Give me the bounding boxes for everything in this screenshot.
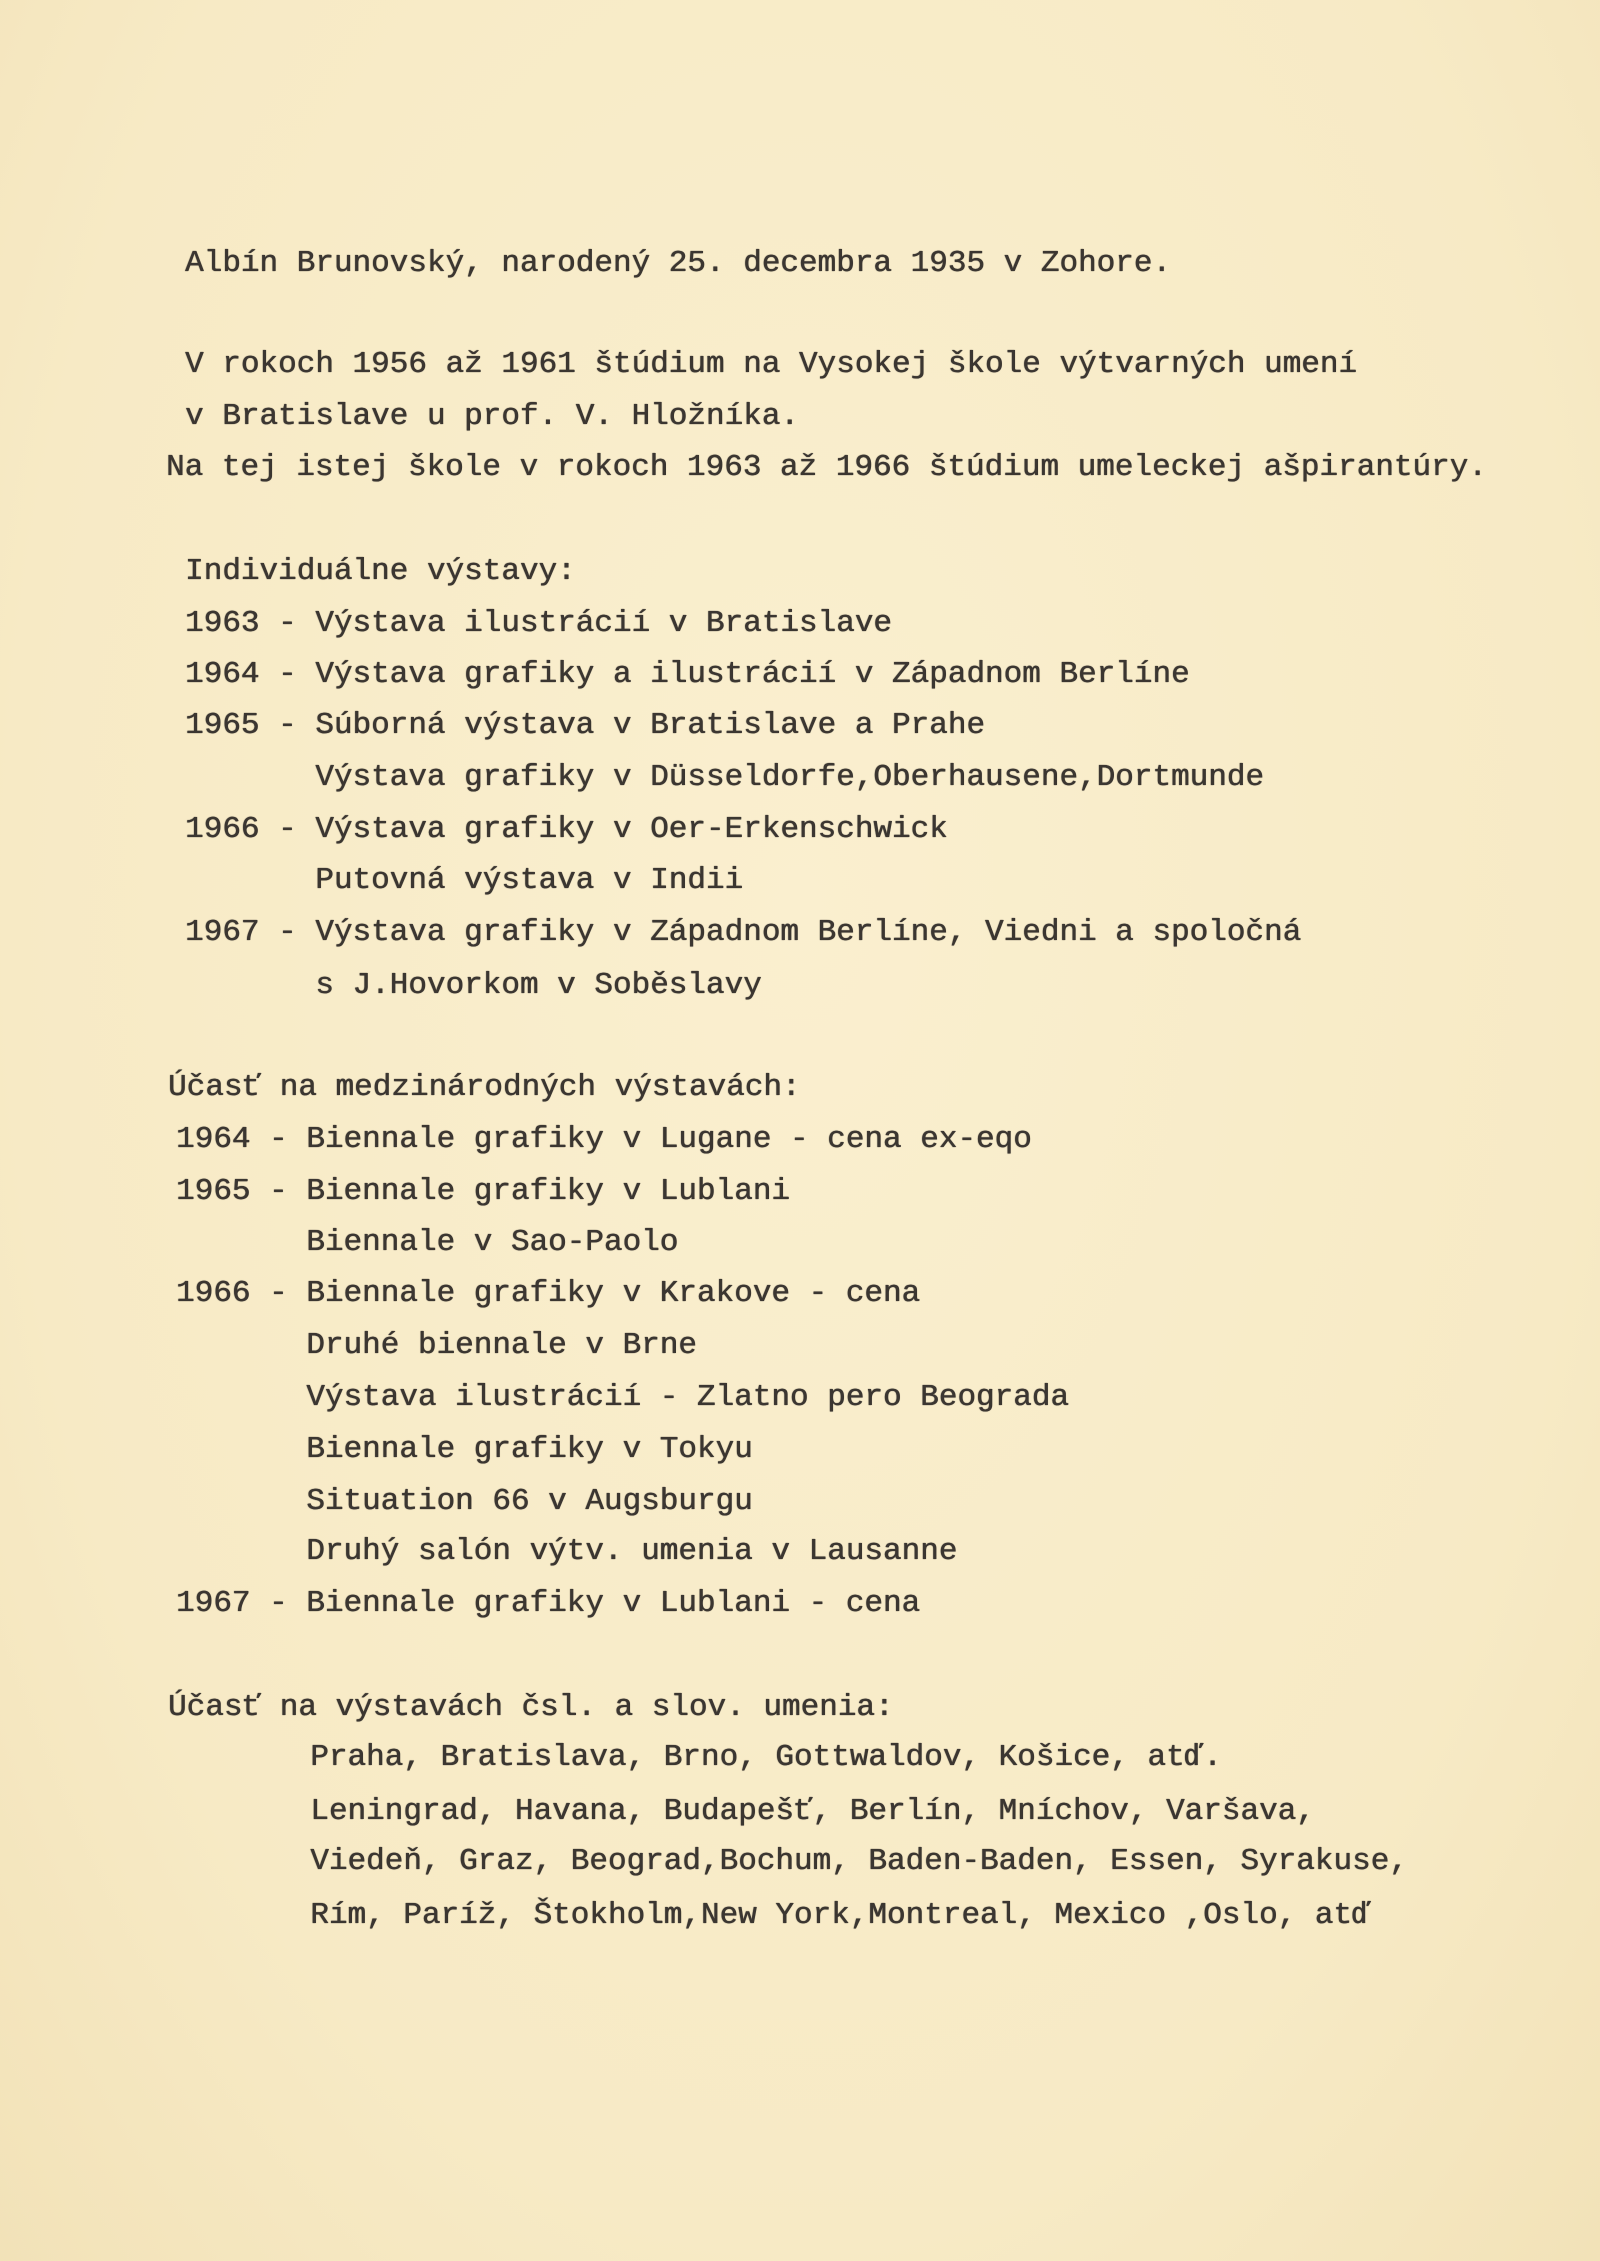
item-text: Viedeň, Graz, Beograd,Bochum, Baden-Baden, Essen, Syrakuse,: [310, 1844, 1408, 1879]
individual-heading: Individuálne výstavy:: [185, 554, 576, 589]
list-item: [185, 706, 985, 746]
item-text: Situation 66 v Augsburgu: [306, 1484, 753, 1519]
list-item: [185, 913, 1301, 953]
item-text: s J.Hovorkom v Soběslavy: [315, 968, 762, 1003]
item-year: 1964 -: [185, 657, 297, 692]
item-text: Biennale grafiky v Lugane - cena ex-eqo: [306, 1122, 1032, 1157]
item-text: Biennale grafiky v Lublani - cena: [306, 1586, 921, 1621]
list-item: [176, 1584, 920, 1624]
item-year: 1966 -: [176, 1276, 288, 1311]
list-item: [180, 1738, 1222, 1778]
list-item: [185, 655, 1190, 695]
item-text: Súborná výstava v Bratislave a Prahe: [315, 708, 985, 743]
list-item: [180, 1842, 1408, 1882]
item-year: 1964 -: [176, 1122, 288, 1157]
study-line: v Bratislave u prof. V. Hložníka.: [185, 399, 799, 434]
list-item: [176, 1274, 920, 1314]
list-item: [176, 1172, 790, 1212]
item-text: Biennale v Sao-Paolo: [306, 1225, 679, 1260]
item-text: Výstava ilustrácií v Bratislave: [315, 606, 892, 641]
czsk-heading: Účasť na výstavách čsl. a slov. umenia:: [168, 1690, 894, 1725]
item-text: Biennale grafiky v Krakove - cena: [306, 1276, 921, 1311]
item-text: Praha, Bratislava, Brno, Gottwaldov, Košice, atď.: [310, 1740, 1222, 1775]
list-item: [176, 1223, 678, 1263]
item-year: 1963 -: [185, 606, 297, 641]
list-item: [185, 758, 1264, 798]
list-item: [176, 1532, 957, 1572]
item-year: 1965 -: [185, 708, 297, 743]
item-text: Biennale grafiky v Tokyu: [306, 1432, 753, 1467]
intro-line: Albín Brunovský, narodený 25. decembra 1935 v Zohore.: [185, 246, 1171, 281]
item-text: Druhý salón výtv. umenia v Lausanne: [306, 1534, 958, 1569]
list-item: [185, 966, 762, 1006]
item-year: 1967 -: [176, 1586, 288, 1621]
list-item: [180, 1896, 1371, 1936]
item-text: Druhé biennale v Brne: [306, 1328, 697, 1363]
list-item: [176, 1430, 753, 1470]
item-year: 1967 -: [185, 915, 297, 950]
list-item: [180, 1792, 1315, 1832]
item-text: Výstava grafiky v Západnom Berlíne, Viedni a spoločná: [315, 915, 1302, 950]
list-item: [185, 604, 892, 644]
item-year: 1966 -: [185, 812, 297, 847]
item-text: Výstava ilustrácií - Zlatno pero Beograda: [306, 1380, 1069, 1415]
list-item: [185, 810, 948, 850]
item-text: Biennale grafiky v Lublani: [306, 1174, 790, 1209]
item-text: Putovná výstava v Indii: [315, 863, 744, 898]
list-item: [176, 1120, 1032, 1160]
list-item: [176, 1378, 1069, 1418]
list-item: [185, 861, 743, 901]
item-text: Leningrad, Havana, Budapešť, Berlín, Mníchov, Varšava,: [310, 1794, 1315, 1829]
study-line: Na tej istej škole v rokoch 1963 až 1966 štúdium umeleckej ašpirantúry.: [166, 450, 1487, 485]
list-item: [176, 1482, 753, 1522]
item-text: Výstava grafiky v Düsseldorfe,Oberhausene,Dortmunde: [315, 760, 1264, 795]
item-year: 1965 -: [176, 1174, 288, 1209]
item-text: Rím, Paríž, Štokholm,New York,Montreal, Mexico ,Oslo, atď: [310, 1898, 1371, 1933]
international-heading: Účasť na medzinárodných výstavách:: [168, 1070, 801, 1105]
study-line: V rokoch 1956 až 1961 štúdium na Vysokej škole výtvarných umení: [185, 347, 1357, 382]
item-text: Výstava grafiky v Oer-Erkenschwick: [315, 812, 948, 847]
list-item: [176, 1326, 697, 1366]
item-text: Výstava grafiky a ilustrácií v Západnom Berlíne: [315, 657, 1190, 692]
